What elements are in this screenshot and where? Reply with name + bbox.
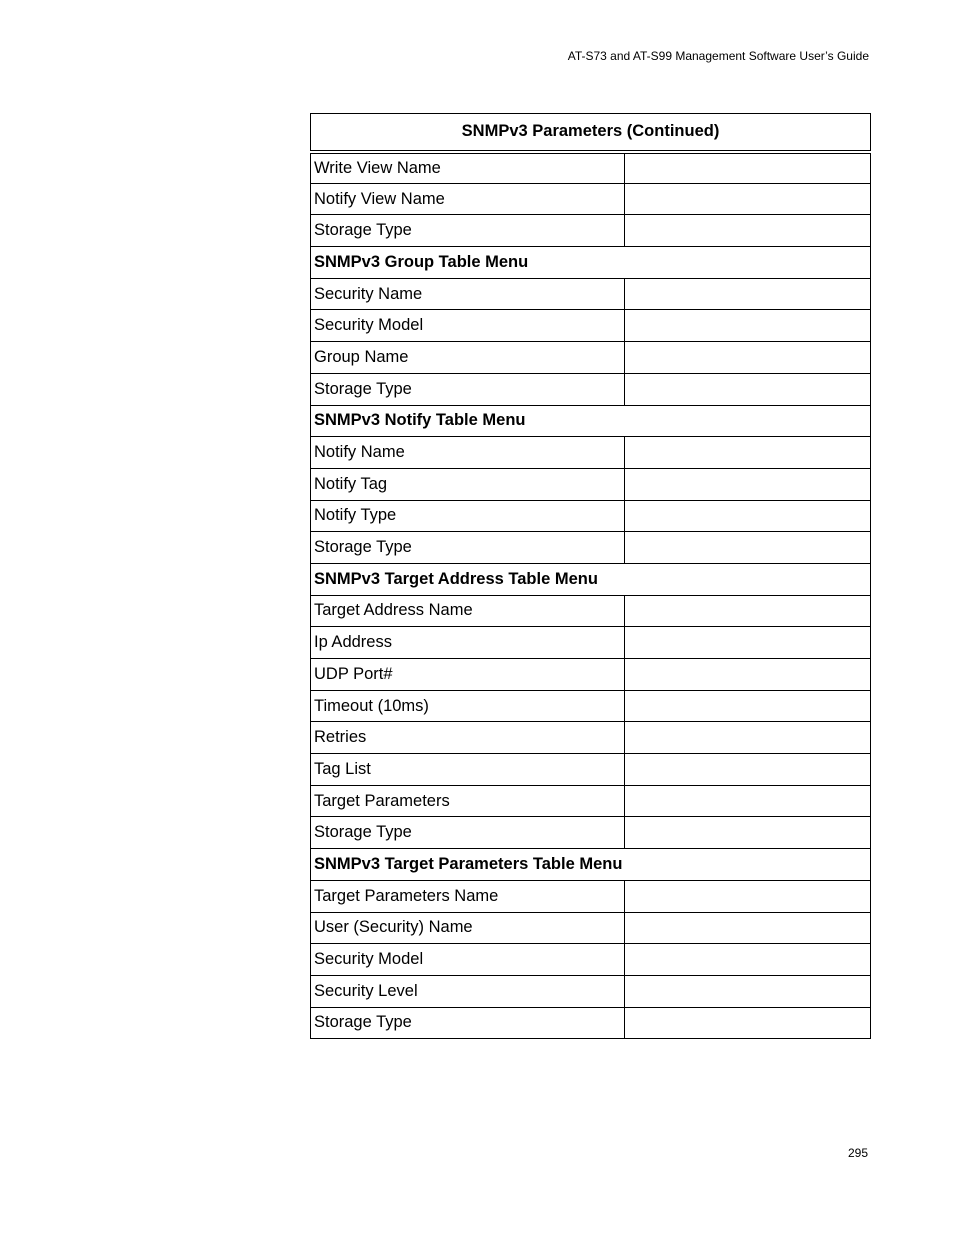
parameter-value-cell	[625, 817, 871, 849]
parameter-value-cell	[625, 152, 871, 184]
table-row	[311, 373, 871, 405]
parameter-label: Notify Type	[311, 500, 625, 532]
parameter-value-cell	[625, 342, 871, 374]
parameter-label: Target Parameters	[311, 785, 625, 817]
parameter-label: Security Model	[311, 944, 625, 976]
parameter-label: Group Name	[311, 342, 625, 374]
parameter-label: Notify View Name	[311, 183, 625, 215]
parameter-value-cell	[625, 754, 871, 786]
parameter-value-cell	[625, 310, 871, 342]
parameter-value-cell	[625, 912, 871, 944]
table-row	[311, 817, 871, 849]
parameter-value-cell	[625, 278, 871, 310]
table-row	[311, 785, 871, 817]
parameter-label: Storage Type	[311, 1007, 625, 1039]
table-row	[311, 342, 871, 374]
parameter-value-cell	[625, 785, 871, 817]
table-title: SNMPv3 Parameters (Continued)	[311, 114, 871, 152]
parameter-label: Tag List	[311, 754, 625, 786]
table-row	[311, 880, 871, 912]
parameter-label: Storage Type	[311, 373, 625, 405]
snmpv3-parameters-table	[310, 113, 871, 1039]
parameter-value-cell	[625, 215, 871, 247]
parameter-label: Security Name	[311, 278, 625, 310]
parameter-value-cell	[625, 532, 871, 564]
table-row	[311, 1007, 871, 1039]
section-row-snmpv3-notify-table-menu	[311, 405, 871, 437]
parameter-label: Ip Address	[311, 627, 625, 659]
table-body	[311, 152, 871, 1039]
section-row-snmpv3-target-address-table-menu	[311, 563, 871, 595]
table-row	[311, 468, 871, 500]
parameter-value-cell	[625, 659, 871, 691]
table-row	[311, 912, 871, 944]
parameter-value-cell	[625, 468, 871, 500]
parameter-value-cell	[625, 690, 871, 722]
section-heading: SNMPv3 Target Address Table Menu	[311, 563, 871, 595]
section-heading: SNMPv3 Target Parameters Table Menu	[311, 849, 871, 881]
table-row	[311, 500, 871, 532]
parameter-value-cell	[625, 373, 871, 405]
running-header: AT-S73 and AT-S99 Management Software User’s Guide	[567, 49, 869, 63]
table-row	[311, 183, 871, 215]
page-number: 295	[847, 1146, 868, 1160]
parameter-label: Target Address Name	[311, 595, 625, 627]
parameter-value-cell	[625, 437, 871, 469]
parameter-label: Storage Type	[311, 532, 625, 564]
parameter-label: UDP Port#	[311, 659, 625, 691]
section-heading: SNMPv3 Notify Table Menu	[311, 405, 871, 437]
table-row	[311, 690, 871, 722]
parameter-label: Storage Type	[311, 215, 625, 247]
table-row	[311, 722, 871, 754]
table-title-row	[311, 114, 871, 152]
parameter-value-cell	[625, 500, 871, 532]
parameter-label: User (Security) Name	[311, 912, 625, 944]
section-row-snmpv3-target-parameters-table-menu	[311, 849, 871, 881]
parameter-value-cell	[625, 944, 871, 976]
parameter-label: Timeout (10ms)	[311, 690, 625, 722]
table-row	[311, 627, 871, 659]
table-row	[311, 659, 871, 691]
parameter-label: Write View Name	[311, 152, 625, 184]
section-row-snmpv3-group-table-menu	[311, 247, 871, 279]
table-row	[311, 595, 871, 627]
parameter-label: Security Model	[311, 310, 625, 342]
table-row	[311, 278, 871, 310]
table-row	[311, 975, 871, 1007]
parameter-label: Retries	[311, 722, 625, 754]
table-row	[311, 215, 871, 247]
parameter-label: Security Level	[311, 975, 625, 1007]
parameter-value-cell	[625, 595, 871, 627]
parameter-value-cell	[625, 183, 871, 215]
table-row	[311, 310, 871, 342]
parameter-label: Target Parameters Name	[311, 880, 625, 912]
table-row	[311, 944, 871, 976]
parameter-label: Storage Type	[311, 817, 625, 849]
table-row	[311, 532, 871, 564]
parameter-label: Notify Name	[311, 437, 625, 469]
section-heading: SNMPv3 Group Table Menu	[311, 247, 871, 279]
parameter-value-cell	[625, 880, 871, 912]
table-row	[311, 437, 871, 469]
parameter-value-cell	[625, 1007, 871, 1039]
parameter-label: Notify Tag	[311, 468, 625, 500]
parameter-value-cell	[625, 722, 871, 754]
table-row	[311, 152, 871, 184]
table-row	[311, 754, 871, 786]
parameter-value-cell	[625, 975, 871, 1007]
parameter-value-cell	[625, 627, 871, 659]
